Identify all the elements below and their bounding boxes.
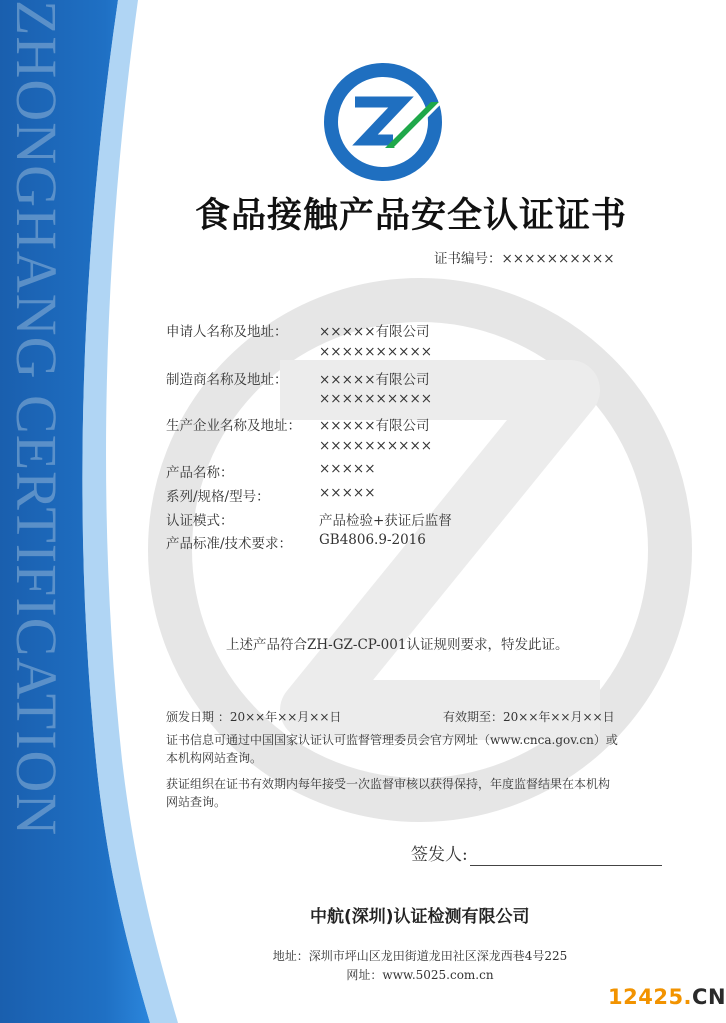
certification-mode-value: 产品检验+获证后监督 (319, 513, 452, 529)
sidebar-vertical-text: ZHONGHANG CERTIFICATION (4, 0, 69, 837)
supervision-line-2: 网站查询。 (166, 795, 227, 809)
producer-address-value: ×××××××××× (319, 438, 433, 454)
product-name-value: ××××× (319, 461, 376, 477)
certificate-title: 食品接触产品安全认证证书 (194, 196, 627, 236)
model-label: 系列/规格/型号： (166, 489, 270, 505)
product-name-label: 产品名称： (166, 465, 234, 481)
supervision-line-1: 获证组织在证书有效期内每年接受一次监督审核以获得保持，年度监督结果在本机构 (166, 777, 611, 791)
brand-suffix: CN (692, 985, 726, 1009)
site-brand-watermark (608, 985, 726, 1009)
issue-date: 颁发日期 ：20××年××月××日 (166, 710, 342, 724)
model-value: ××××× (319, 485, 376, 501)
valid-until: 有效期至：20××年××月××日 (443, 710, 615, 724)
certification-mode-label: 认证模式： (166, 513, 234, 529)
info-line-2: 本机构网站查询。 (166, 751, 263, 765)
certificate-number: 证书编号：×××××××××× (434, 251, 615, 267)
compliance-statement: 上述产品符合ZH-GZ-CP-001认证规则要求，特发此证。 (226, 637, 569, 653)
manufacturer-address-value: ×××××××××× (319, 391, 433, 407)
applicant-address-value: ×××××××××× (319, 344, 433, 360)
producer-value: ×××××有限公司 (319, 418, 430, 434)
manufacturer-label: 制造商名称及地址： (166, 372, 288, 388)
applicant-value: ×××××有限公司 (319, 324, 430, 340)
company-address: 地址：深圳市坪山区龙田街道龙田社区深龙西巷4号225 (272, 949, 568, 963)
standard-label: 产品标准/技术要求： (166, 536, 293, 552)
brand-prefix: 12425. (608, 985, 693, 1009)
producer-label: 生产企业名称及地址： (166, 418, 301, 434)
signer-label: 签发人: (411, 845, 468, 865)
signature-line (470, 865, 662, 866)
company-website: 网址：www.5025.com.cn (346, 968, 494, 982)
company-name: 中航(深圳)认证检测有限公司 (310, 907, 530, 927)
standard-value: GB4806.9-2016 (319, 532, 426, 548)
company-logo-icon (323, 62, 443, 182)
manufacturer-value: ×××××有限公司 (319, 372, 430, 388)
info-line-1: 证书信息可通过中国国家认证认可监督管理委员会官方网址（www.cnca.gov.cn）或 (166, 733, 618, 747)
applicant-label: 申请人名称及地址： (166, 324, 288, 340)
